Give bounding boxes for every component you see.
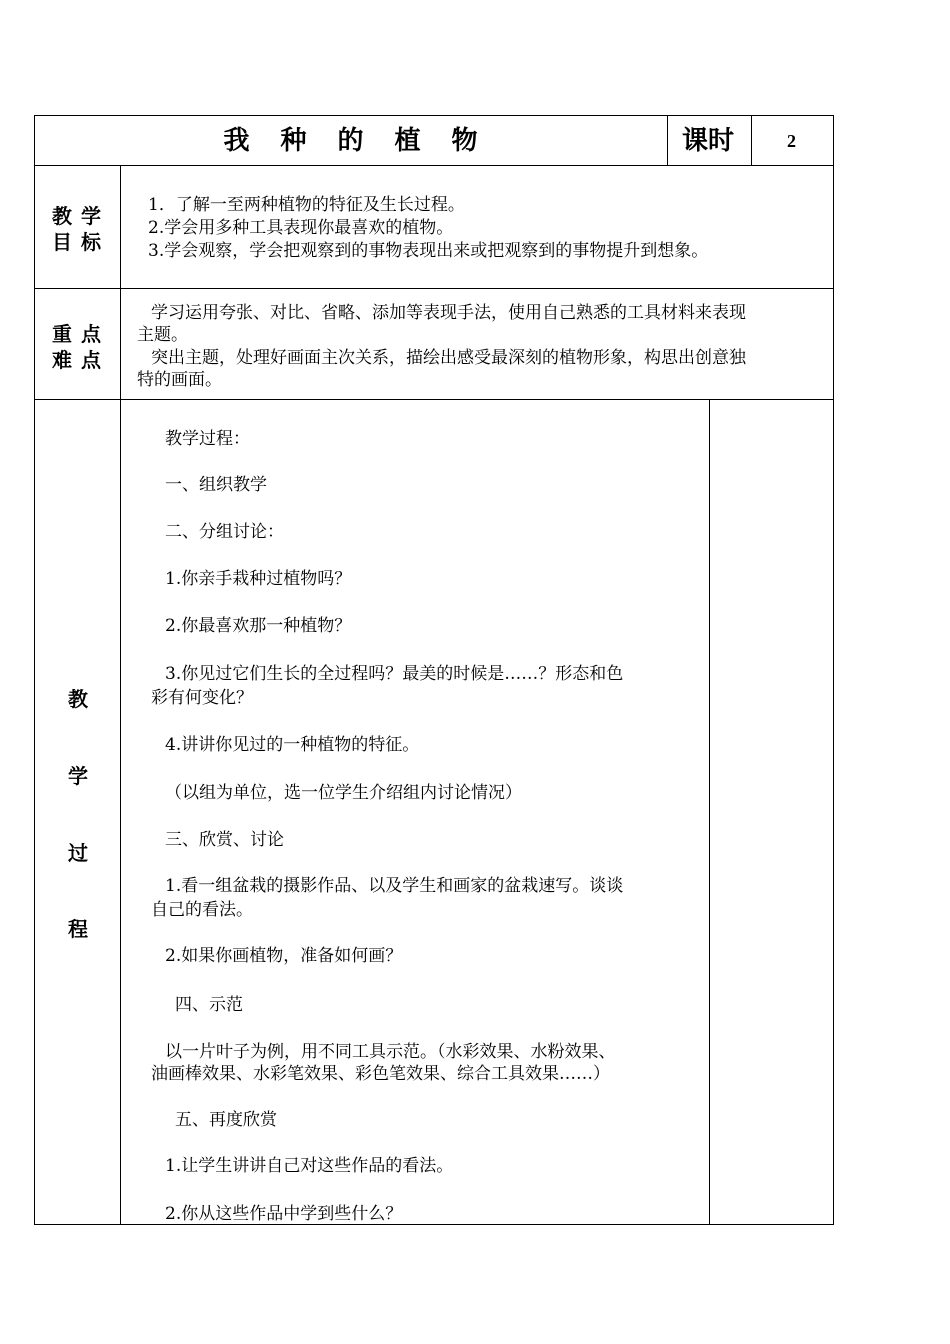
process-line: 教学过程： [165, 429, 250, 449]
row-divider-keypoints [34, 399, 834, 400]
row-divider-objectives [34, 288, 834, 289]
lesson-title-char: 我 [223, 126, 252, 156]
process-line: 1.你亲手栽种过植物吗？ [165, 569, 352, 589]
process-line: 2.你从这些作品中学到些什么？ [165, 1204, 403, 1224]
process-label-char: 学 [68, 764, 88, 788]
table-border-top [34, 115, 834, 116]
process-line: 彩有何变化？ [151, 688, 253, 708]
objectives-label-line2: 目标 [52, 230, 110, 254]
process-section-heading: 四、示范 [175, 995, 243, 1015]
process-line: 油画棒效果、水彩笔效果、彩色笔效果、综合工具效果……） [151, 1064, 610, 1084]
keypoints-label-line2: 难点 [52, 348, 110, 372]
objective-item: 3.学会观察，学会把观察到的事物表现出来或把观察到的事物提升到想象。 [148, 241, 709, 261]
row-divider-title [34, 165, 834, 166]
process-label-char: 程 [68, 917, 88, 941]
col-divider-hours [751, 115, 752, 165]
process-label-char: 过 [68, 841, 88, 865]
table-border-left [34, 115, 35, 1225]
keypoints-paragraph-line: 主题。 [137, 325, 188, 345]
lesson-title-char: 物 [451, 126, 480, 156]
process-line: 4.讲讲你见过的一种植物的特征。 [165, 735, 420, 755]
hours-label: 课时 [682, 126, 735, 156]
objective-item: 1．了解一至两种植物的特征及生长过程。 [148, 195, 465, 215]
process-line: 3.你见过它们生长的全过程吗？最美的时候是……？形态和色 [165, 664, 624, 684]
keypoints-paragraph-line: 特的画面。 [137, 370, 222, 390]
process-section-heading: 二、分组讨论： [165, 522, 284, 542]
process-line: （以组为单位，选一位学生介绍组内讨论情况） [165, 783, 522, 803]
process-line: 2.你最喜欢那一种植物？ [165, 616, 352, 636]
process-section-heading: 五、再度欣赏 [175, 1110, 277, 1130]
keypoints-paragraph-line: 突出主题，处理好画面主次关系，描绘出感受最深刻的植物形象，构思出创意独 [151, 348, 746, 368]
process-label-char: 教 [68, 687, 88, 711]
lesson-title-char: 种 [280, 126, 309, 156]
lesson-title-char: 植 [394, 126, 423, 156]
col-divider-label [120, 165, 121, 1225]
process-section-heading: 一、组织教学 [165, 475, 267, 495]
process-line: 以一片叶子为例，用不同工具示范。（水彩效果、水粉效果、 [165, 1042, 616, 1062]
lesson-title [209, 126, 494, 156]
process-line: 2.如果你画植物，准备如何画？ [165, 946, 403, 966]
col-divider-title [667, 115, 668, 165]
table-border-right [833, 115, 834, 1225]
lesson-title-char: 的 [337, 126, 366, 156]
process-line: 自己的看法。 [151, 900, 253, 920]
table-border-bottom [34, 1224, 834, 1225]
process-line: 1.看一组盆栽的摄影作品、以及学生和画家的盆栽速写。谈谈 [165, 876, 624, 896]
keypoints-paragraph-line: 学习运用夸张、对比、省略、添加等表现手法，使用自己熟悉的工具材料来表现 [151, 303, 746, 323]
process-section-heading: 三、欣赏、讨论 [165, 830, 284, 850]
objective-item: 2.学会用多种工具表现你最喜欢的植物。 [148, 218, 454, 238]
objectives-label-line1: 教学 [52, 204, 110, 228]
col-divider-notes [709, 399, 710, 1225]
hours-value: 2 [787, 131, 796, 151]
keypoints-label-line1: 重点 [52, 322, 110, 346]
process-line: 1.让学生讲讲自己对这些作品的看法。 [165, 1156, 454, 1176]
